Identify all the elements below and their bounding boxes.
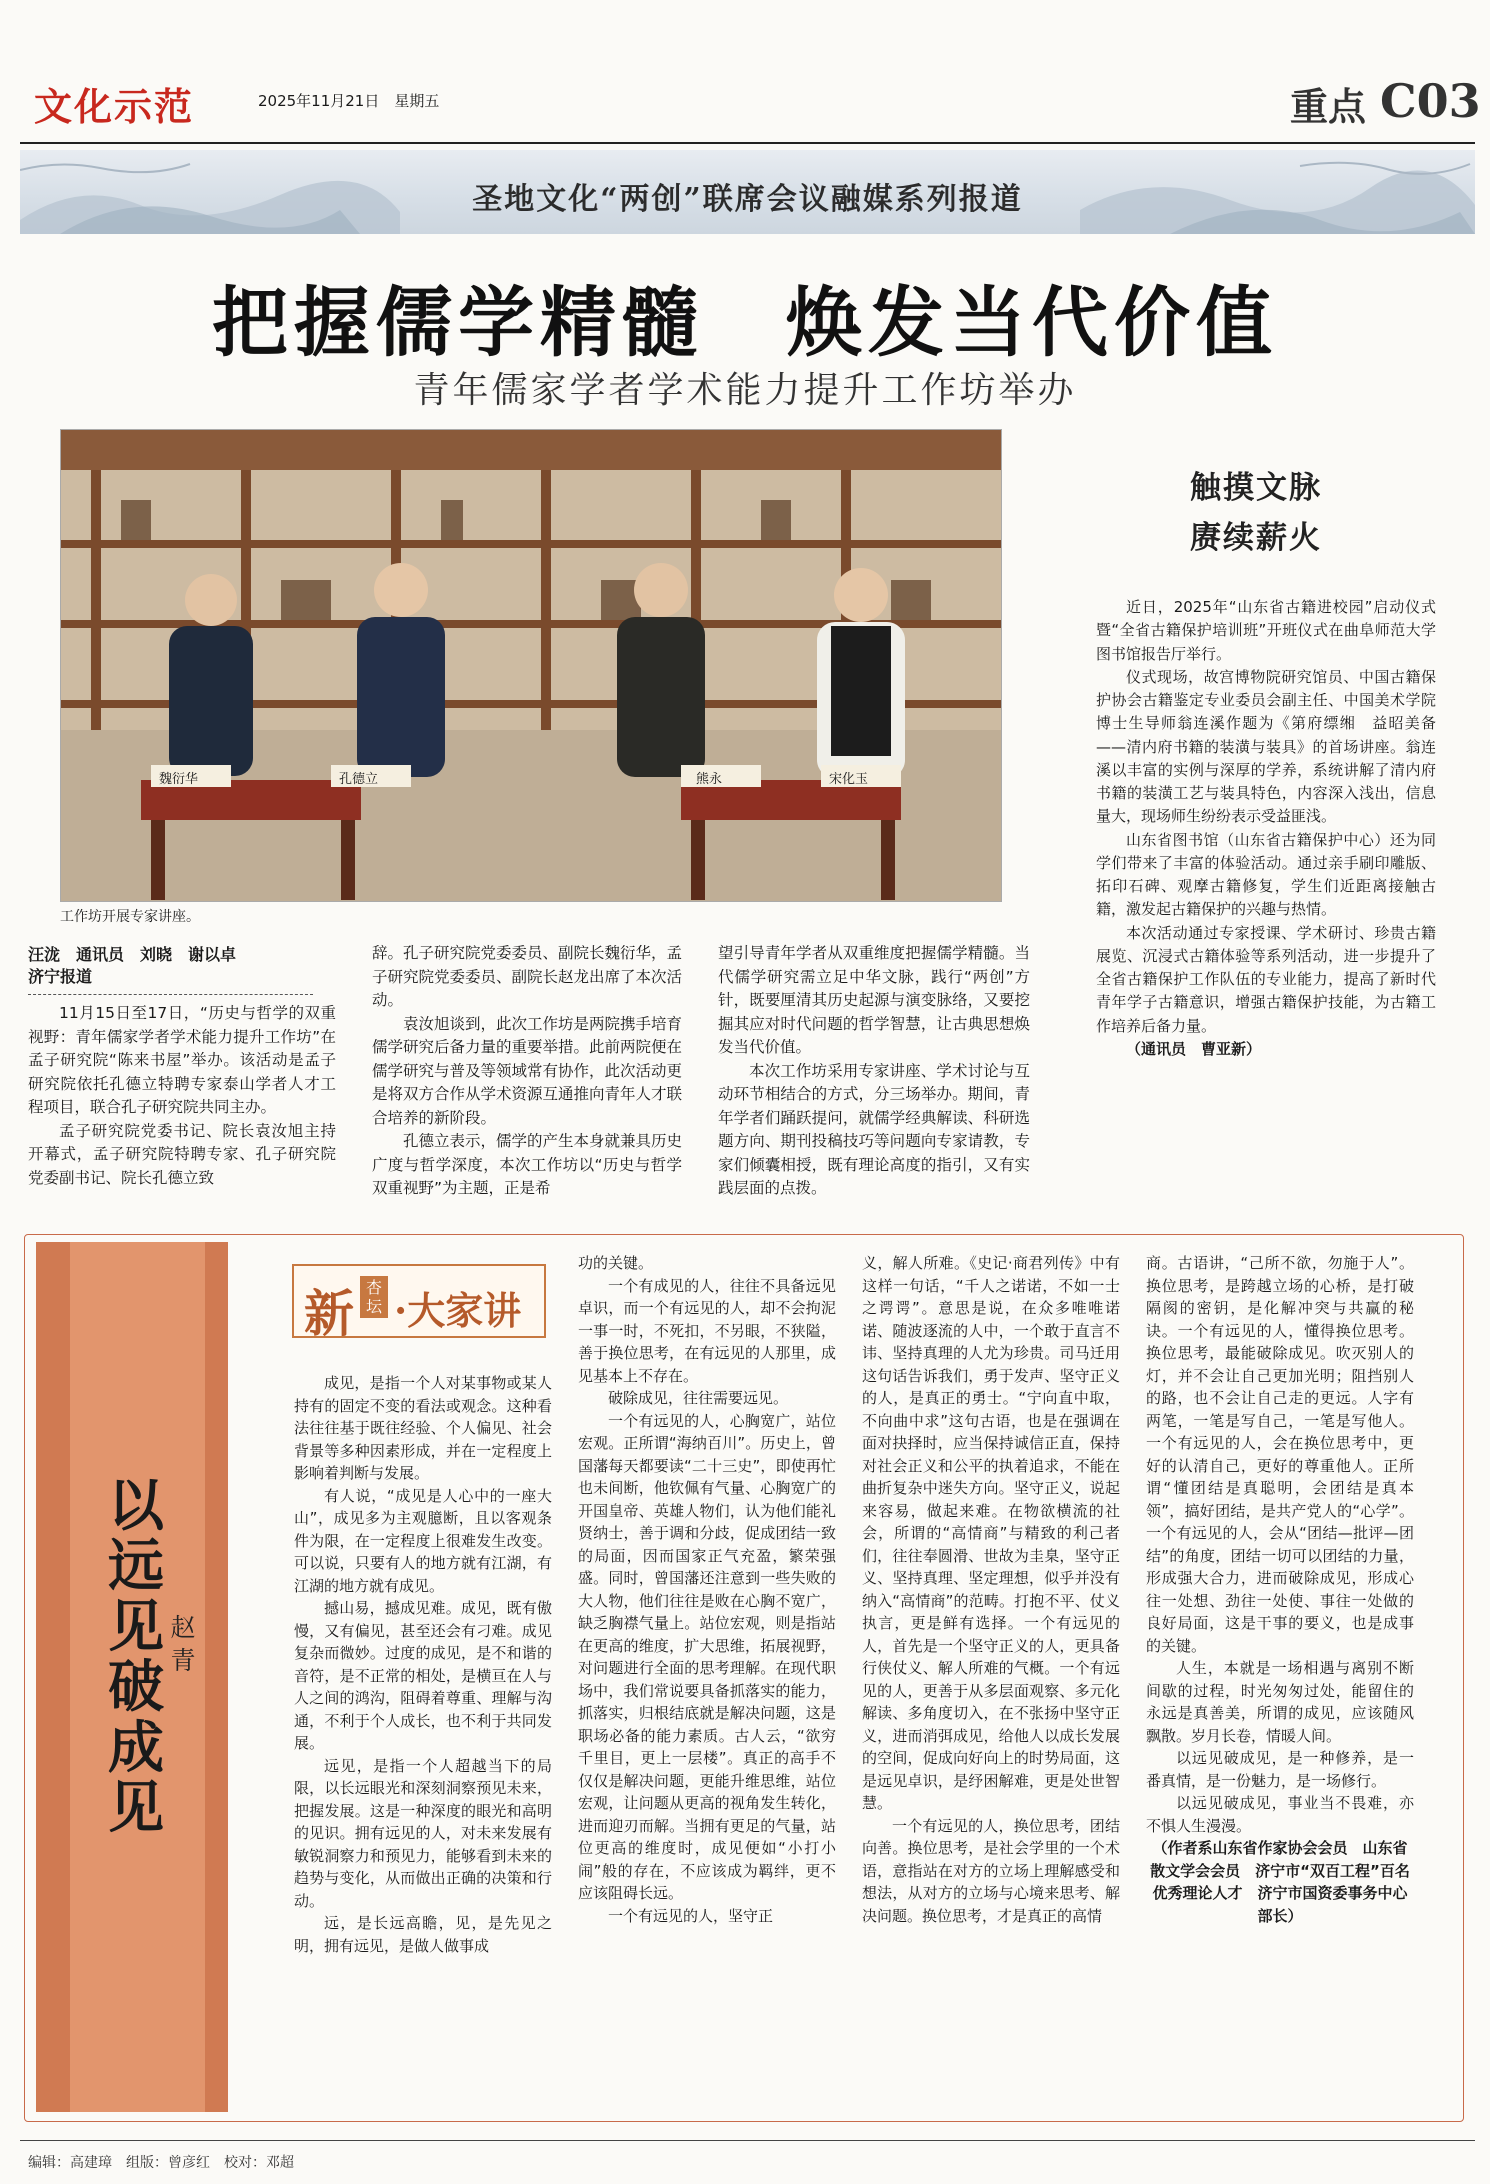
essay-paragraph: 远见，是指一个人超越当下的局限，以长远眼光和深刻洞察预见未来，把握发展。这是一种深度的眼光和高明的见识。拥有远见的人，对未来发展有敏锐洞察力和预见力，能够看到未来的趋势与变化，从而做出正确的决策和行动。 [294,1756,552,1910]
essay-column-3 [862,1252,1120,1927]
nameplate: 熊永 [696,772,723,787]
masthead-title: 文化示范 [34,85,195,129]
sidebar-title-1: 触摸文脉 [1190,470,1322,506]
banner-title: 圣地文化“两创”联席会议融媒系列报道 [472,182,1023,217]
photo-caption: 工作坊开展专家讲座。 [60,909,200,925]
essay-title: 以远见破成见 [108,1473,164,1842]
sidebar-paragraph: 山东省图书馆（山东省古籍保护中心）还为同学们带来了丰富的体验活动。通过亲手刷印雕版、拓印石碑、观摩古籍修复，学生们近距离接触古籍，激发起古籍保护的兴趣与热情。 [1096,830,1436,919]
sidebar-article [1096,596,1436,1061]
essay-column-1 [294,1372,552,1957]
essay-paragraph: 撼山易，撼成见难。成见，既有傲慢，又有偏见，甚至还会有刁难。成见复杂而微妙。过度的成见，是不和谐的音符，是不正常的相处，是横亘在人与人之间的鸿沟，阻碍着尊重、理解与沟通，不利于个人成长，也不利于共同发展。 [294,1599,552,1752]
essay-paragraph: 人生，本就是一场相遇与离别不断间歇的过程，时光匆匆过处，能留住的永远是真善美，所谓的成见，应该随风飘散。岁月长卷，情暖人间。 [1146,1659,1414,1745]
byline-divider [28,994,313,995]
essay-paragraph: 一个有远见的人，换位思考，团结向善。换位思考，是社会学里的一个术语，意指站在对方的立场上理解感受和想法，从对方的立场与心境来思考、解决问题。换位思考，才是真正的高情 [862,1816,1120,1925]
essay-paragraph: 远，是长远高瞻，见，是先见之明，拥有远见，是做人做事成 [294,1914,552,1955]
sidebar-paragraph: 近日，2025年“山东省古籍进校园”启动仪式暨“全省古籍保护培训班”开班仪式在曲阜师范大学图书馆报告厅举行。 [1096,598,1436,663]
author-note: （作者系山东省作家协会会员 山东省散文学会会员 济宁市“双百工程”百名优秀理论人才 济宁市国资委事务中心部长） [1150,1839,1410,1925]
article-paragraph: 孟子研究院党委书记、院长袁汝旭主持开幕式，孟子研究院特聘专家、孔子研究院党委副书记、院长孔德立致 [28,1121,336,1187]
article-column-3 [718,942,1030,1201]
column-logo [292,1264,546,1343]
nameplate: 魏衍华 [159,772,199,787]
essay-paragraph: 破除成见，往往需要远见。 [608,1389,789,1407]
column-logo-name: ·大家讲 [394,1288,522,1333]
article-paragraph: 袁汝旭谈到，此次工作坊是两院携手培育儒学研究后备力量的重要举措。此前两院便在儒学研究与普及等领域常有协作，此次活动更是将双方合作从学术资源互通推向青年人才联合培养的新阶段。 [372,1014,683,1127]
article-column-2 [372,942,682,1201]
article-paragraph: 孔德立表示，儒学的产生本身就兼具历史广度与哲学深度，本次工作坊以“历史与哲学双重视野”为主题，正是希 [372,1132,683,1198]
article-paragraph: 望引导青年学者从双重维度把握儒学精髓。当代儒学研究需立足中华文脉，践行“两创”方针，既要厘清其历史起源与演变脉络，又要挖掘其应对时代问题的哲学智慧，让古典思想焕发当代价值。 [718,944,1030,1057]
essay-paragraph: 一个有远见的人，坚守正 [608,1906,774,1925]
essay-paragraph: 商。古语讲，“己所不欲，勿施于人”。换位思考，是跨越立场的心桥，是打破隔阂的密钥，是化解冲突与共赢的秘诀。一个有远见的人，懂得换位思考。换位思考，最能破除成见。吹灭别人的灯，并不会让自己更加光明；阻挡别人的路，也不会让自己走的更远。人字有两笔，一笔是写自己，一笔是写他人。一个有远见的人，会在换位思考中，更好的认清自己，更好的尊重他人。正所谓“懂团结是真聪明，会团结是真本领”，搞好团结，是共产党人的“心学”。一个有远见的人，会从“团结—批评—团结”的角度，团结一切可以团结的力量，形成强大合力，进而破除成见，形成心往一处想、劲往一处使、事往一处做的良好局面，这是干事的要义，也是成事的关键。 [1146,1254,1414,1655]
essay-paragraph: 有人说，“成见是人心中的一座大山”，成见多为主观臆断，且以客观条件为限，在一定程度上很难发生改变。可以说，只要有人的地方就有江湖，有江湖的地方就有成见。 [294,1486,552,1595]
lecture-photo [60,429,1002,902]
nameplate: 孔德立 [339,772,379,787]
photo-illustration [61,430,1002,902]
top-divider [20,142,1475,144]
sidebar-credit: （通讯员 曹亚新） [1126,1039,1262,1058]
nameplate: 宋化玉 [829,772,869,787]
byline-authors: 汪泷 通讯员 刘晓 谢以卓 [28,945,237,964]
section-label: 重点 [1290,85,1367,129]
article-paragraph: 本次工作坊采用专家讲座、学术讨论与互动环节相结合的方式，分三场举办。期间，青年学者们踊跃提问，就儒学经典解读、科研选题方向、期刊投稿技巧等问题向专家请教，专家们倾囊相授，既有理论高度的指引，又有实践层面的点拨。 [718,1061,1030,1198]
masthead-date: 2025年11月21日 星期五 [258,92,440,110]
article-column-1 [28,1002,336,1190]
sidebar-paragraph: 仪式现场，故宫博物院研究馆员、中国古籍保护协会古籍鉴定专业委员会副主任、中国美术学院博士生导师翁连溪作题为《第府缥缃 益昭美备——清内府书籍的装潢与装具》的首场讲座。翁连溪以丰富的实例与深厚的学养，系统讲解了清内府书籍的装潢工艺与装具特色，内容深入浅出，信息量大，现场师生纷纷表示受益匪浅。 [1096,667,1436,826]
article-paragraph: 11月15日至17日，“历史与哲学的双重视野：青年儒家学者学术能力提升工作坊”在孟子研究院“陈来书屋”举办。该活动是孟子研究院依托孔德立特聘专家泰山学者人才工程项目，联合孔子研究院共同主办。 [28,1004,336,1117]
column-logo-xingtan: 杏坛 [360,1276,388,1318]
editorial-credits: 编辑：高建璋 组版：曾彦红 校对：邓超 [28,2155,294,2171]
essay-column-2 [578,1252,836,1927]
essay-paragraph: 义，解人所难。《史记·商君列传》中有这样一句话，“千人之诺诺，不如一士之谔谔”。意思是说，在众多唯唯诺诺、随波逐流的人中，一个敢于直言不讳、坚持真理的人尤为珍贵。司马迁用这句话告诉我们，勇于发声、坚守正义的人，是真正的勇士。“宁向直中取，不向曲中求”这句古语，也是在强调在面对抉择时，应当保持诚信正直，保持对社会正义和公平的执着追求，不能在曲折复杂中迷失方向。坚守正义，说起来容易，做起来难。在物欲横流的社会，所谓的“高情商”与精致的利己者们，往往奉圆滑、世故为圭臬，坚守正义、坚持真理、坚定理想，似乎并没有纳入“高情商”的范畴。打抱不平、仗义执言，更是鲜有选择。一个有远见的人，首先是一个坚守正义的人，更具备行侠仗义、解人所难的气概。一个有远见的人，更善于从多层面观察、多元化解读、多角度切入，在不张扬中坚守正义，进而消弭成见，给他人以成长发展的空间，促成向好向上的时势局面，这是远见卓识，是纾困解难，更是处世智慧。 [862,1254,1120,1812]
essay-author: 赵青 [170,1613,196,1675]
essay-paragraph: 以远见破成见，是一种修养，是一番真情，是一份魅力，是一场修行。 [1146,1749,1414,1790]
byline [28,944,318,989]
column-logo-xin: 新 [304,1284,354,1343]
essay-paragraph: 以远见破成见，事业当不畏难，亦不惧人生漫漫。 [1146,1794,1414,1835]
essay-paragraph: 一个有成见的人，往往不具备远见卓识，而一个有远见的人，却不会拘泥一事一时，不死扣，不另眼，不狭隘，善于换位思考，在有远见的人那里，成见基本上不存在。 [578,1276,836,1385]
essay-paragraph: 功的关键。 [578,1254,654,1272]
essay-paragraph: 成见，是指一个人对某事物或某人持有的固定不变的看法或观念。这种看法往往基于既往经验、个人偏见、社会背景等多种因素形成，并在一定程度上影响着判断与发展。 [294,1374,552,1482]
series-banner [20,150,1475,234]
sidebar-paragraph: 本次活动通过专家授课、学术研讨、珍贵古籍展览、沉浸式古籍体验等系列活动，进一步提升了全省古籍保护工作队伍的专业能力，提高了新时代青年学子古籍意识，增强古籍保护技能，为古籍工作培养后备力量。 [1096,923,1436,1035]
bottom-divider [20,2140,1475,2141]
sidebar-title-2: 赓续薪火 [1190,520,1322,556]
essay-paragraph: 一个有远见的人，心胸宽广，站位宏观。正所谓“海纳百川”。历史上，曾国藩每天都要读“二十三史”，即使再忙也未间断，他钦佩有气量、心胸宽广的开国皇帝、英雄人物们，认为他们能礼贤纳士，善于调和分歧，促成团结一致的局面，因而国家正气充盈，繁荣强盛。同时，曾国藩还注意到一些失败的大人物，他们往往是败在心胸不宽广，缺乏胸襟气量上。站位宏观，则是指站在更高的维度，扩大思维，拓展视野，对问题进行全面的思考理解。在现代职场中，我们常说要具备抓落实的能力，抓落实，归根结底就是解决问题，这是职场必备的能力素质。古人云，“欲穷千里目，更上一层楼”。真正的高手不仅仅是解决问题，更能升维思维，站位宏观，让问题从更高的视角发生转化，进而迎刃而解。当拥有更足的气量，站位更高的维度时，成见便如“小打小闹”般的存在，不应该成为羁绊，更不应该阻碍长远。 [578,1411,836,1902]
essay-column-4 [1146,1252,1414,1927]
byline-location: 济宁报道 [28,967,93,987]
subheadline: 青年儒家学者学术能力提升工作坊举办 [413,370,1077,411]
article-paragraph: 辞。孔子研究院党委委员、副院长魏衍华，孟子研究院党委委员、副院长赵龙出席了本次活动。 [372,944,683,1010]
headline: 把握儒学精髓 焕发当代价值 [212,278,1278,367]
page-number: C03 [1380,74,1481,128]
